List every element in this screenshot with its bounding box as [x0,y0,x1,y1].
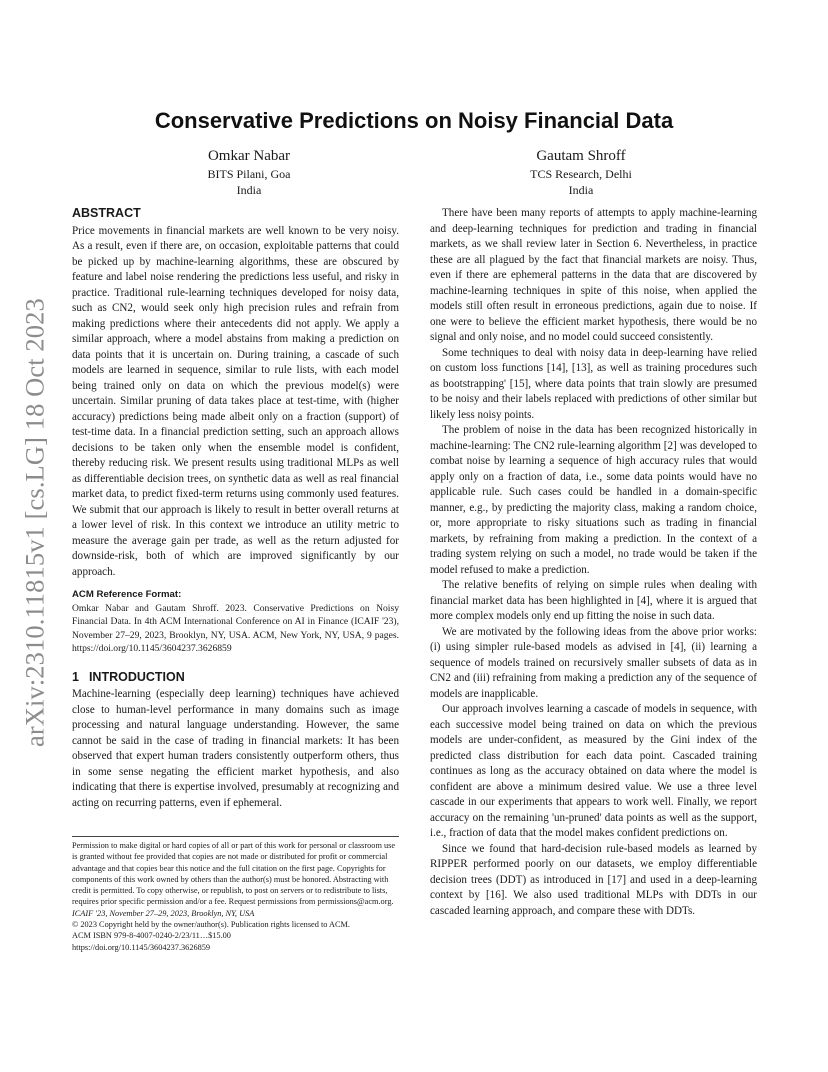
arxiv-identifier-stamp: arXiv:2310.11815v1 [cs.LG] 18 Oct 2023 [19,298,50,747]
reference-format-text: Omkar Nabar and Gautam Shroff. 2023. Conservative Predictions on Noisy Financial Data. In 4th ACM International Conference on AI in Finance (ICAIF '23), November 27–29, 2023, Brooklyn, NY, USA. ACM, New York, NY, USA, 9 pages. https://doi.org/10.1145/3604237.3626859 [72,602,399,654]
body-paragraph: The problem of noise in the data has been recognized historically in machine-learning: The CN2 rule-learning algorithm [2] was developed to combat noise by learning a sequence of high accuracy rules that would apply only on a fraction of data, i.e., some data points would have no applicable rule. Such cases could be handled in a domain-specific manner, e.g., by predicting the majority class, making a random choice, or, more appropriate to risky situations such as trading in financial markets, by refraining from making a prediction. In the context of a trading system relying on such a model, no trade would be taken if the model refused to make a prediction. [430,424,757,576]
body-paragraph: We are motivated by the following ideas from the above prior works: (i) using simpler rule-based models as advised in [4], (ii) learning a sequence of models trained on recursively smaller subsets of data as in CN2 and (iii) refraining from making a prediction any of the sequence of models are inapplicable. [430,625,757,700]
doi-link[interactable]: https://doi.org/10.1145/3604237.3626859 [72,942,211,952]
author-block [139,147,359,198]
copyright-line: © 2023 Copyright held by the owner/author(s). Publication rights licensed to ACM. [72,920,350,930]
author-affiliation: TCS Research, Delhi [530,167,632,181]
author-country: India [568,183,594,197]
author-name: Gautam Shroff [536,148,626,164]
reference-format [72,588,399,656]
introduction-heading [72,670,399,686]
author-name: Omkar Nabar [207,148,291,164]
left-column [72,206,399,811]
author-affiliation: BITS Pilani, Goa [207,167,291,181]
abstract-text: Price movements in financial markets are well known to be very noisy. As a result, even if there are, on occasion, exploitable patterns that could be picked up by machine-learning algorithms, these are obscured by feature and label noise rendering the predictions less useful, and risky in practice. Traditional rule-learning techniques developed for noisy data, such as CN2, would seek only high precision rules and refrain from making predictions where their antecedents did not apply. We apply a similar approach, where a model abstains from making a prediction on data points that it is uncertain on. During training, a cascade of such models are learned in sequence, similar to rule lists, with each model being trained only on data on which the previous model(s) were uncertain. Similar pruning of data takes place at test-time, with (higher accuracy) predictions being made albeit only on a fraction (support) of test-time data. In a financial prediction setting, such an approach allows decisions to be taken only when the ensemble model is confident, thereby reducing risk. We present results using traditional MLPs as well as differentiable decision trees, on synthetic data as well as real financial market data, to predict fixed-term returns using commonly used features. We submit that our approach is likely to result in better overall returns at a lower level of risk. In this context we introduce an utility metric to measure the average gain per trade, as well as the return adjusted for downside-risk, both of which are improved significantly by our approach. [72,224,399,578]
paper-title: Conservative Predictions on Noisy Financial Data [154,108,674,133]
body-paragraph: There have been many reports of attempts to apply machine-learning and deep-learning techniques for prediction and trading in financial markets, as we shall review later in Section 6. Nevertheless, in practice these are all plagued by the fact that financial markets are noisy. Thus, even if there are ephemeral patterns in the data that are discovered by machine-learning techniques in spite of this noise, when applied the models still often result in erroneous predictions, again due to noise. If one were to believe the efficient market hypothesis, there would be no signal and only noise, and no model could succeed consistently. [430,207,757,343]
section-title: INTRODUCTION [88,669,185,684]
author-country: India [236,183,262,197]
reference-format-label: ACM Reference Format: [72,589,182,600]
permission-footnote [72,836,399,953]
body-paragraph: The relative benefits of relying on simple rules when dealing with financial market data has been highlighted in [4], where it is argued that more complex models only end up fitting the noise in such data. [430,579,757,622]
body-paragraph: Our approach involves learning a cascade of models in sequence, with each successive model being trained on data on which the previous models are under-confident, as measured by the Gini index of the predicted class distribution for each data point. Cascaded training continues as long as the accuracy obtained on data where the model is confident are above a minimum desired value. We use a three level cascade in our experiments that appears to work well. Finally, we report accuracy on the remaining 'un-pruned' data points as well as the support, i.e., fraction of data that the model makes confident predictions on. [430,703,757,839]
author-block [471,147,691,198]
permission-text: Permission to make digital or hard copies of all or part of this work for personal or classroom use is granted without fee provided that copies are not made or distributed for profit or commercial advantage and that copies bear this notice and the full citation on the first page. Copyrights for components of this work owned by others than the author(s) must be honored. Abstracting with credit is permitted. To copy otherwise, or republish, to post on servers or to redistribute to lists, requires prior specific permission and/or a fee. Request permissions from permissions@acm.org. [72,841,396,907]
isbn-line: ACM ISBN 979-8-4007-0240-2/23/11…$15.00 [72,931,231,941]
body-paragraph: Since we found that hard-decision rule-based models as learned by RIPPER performed poorly on our datasets, we employ differentiable decision trees (DDT) as introduced in [17] and used in a deep-learning context by [16]. We also used traditional MLPs with DDTs in our cascaded learning approach, and compare these with DDTs. [430,842,757,917]
abstract-heading: ABSTRACT [72,206,141,220]
section-number: 1 [72,669,79,684]
body-paragraph: Some techniques to deal with noisy data in deep-learning have relied on custom loss functions [14], [13], as well as training procedures such as bootstrapping' [15], where data points that train slowly are presumed to be noisy and their labels replaced with predictions of other similar but likely less noisy points. [430,346,757,421]
introduction-paragraph: Machine-learning (especially deep learning) techniques have achieved close to human-level performance in many domains such as image processing and natural language understanding. However, the same cannot be said in the case of trading in financial markets: It has been observed that expert human traders consistently outperform others, thus in some sense negating the efficient market hypothesis, and also indicating that there is expertise involved, presumably at recognizing and acting on recurring patterns, even if ephemeral. [72,688,399,809]
conference-line: ICAIF '23, November 27–29, 2023, Brooklyn, NY, USA [72,908,255,918]
right-column [430,206,757,919]
